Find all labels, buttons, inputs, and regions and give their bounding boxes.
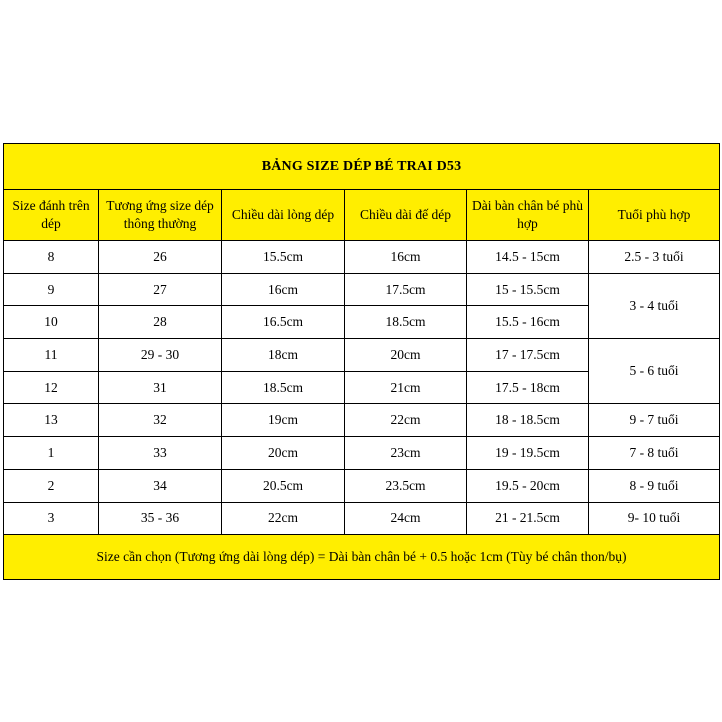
cell-foot-length: 21 - 21.5cm <box>467 502 589 535</box>
cell-sole-length: 24cm <box>345 502 467 535</box>
cell-foot-length: 15.5 - 16cm <box>467 306 589 339</box>
cell-inner-length: 20.5cm <box>222 469 345 502</box>
cell-inner-length: 18cm <box>222 339 345 372</box>
cell-inner-length: 16.5cm <box>222 306 345 339</box>
cell-foot-length: 17 - 17.5cm <box>467 339 589 372</box>
cell-inner-length: 16cm <box>222 273 345 306</box>
cell-age: 7 - 8 tuổi <box>589 437 720 470</box>
table-row <box>4 241 720 274</box>
header-foot-length: Dài bàn chân bé phù hợp <box>467 190 589 241</box>
cell-size: 1 <box>4 437 99 470</box>
cell-age: 9- 10 tuổi <box>589 502 720 535</box>
cell-normal-size: 28 <box>99 306 222 339</box>
table-row <box>4 469 720 502</box>
cell-foot-length: 19.5 - 20cm <box>467 469 589 502</box>
cell-sole-length: 23cm <box>345 437 467 470</box>
table-row <box>4 339 720 372</box>
header-sole-length: Chiều dài đế dép <box>345 190 467 241</box>
cell-normal-size: 32 <box>99 404 222 437</box>
cell-size: 11 <box>4 339 99 372</box>
header-inner-length: Chiều dài lòng dép <box>222 190 345 241</box>
cell-normal-size: 29 - 30 <box>99 339 222 372</box>
cell-sole-length: 21cm <box>345 371 467 404</box>
cell-age: 5 - 6 tuổi <box>589 339 720 404</box>
cell-size: 3 <box>4 502 99 535</box>
cell-foot-length: 14.5 - 15cm <box>467 241 589 274</box>
header-size-marked: Size đánh trên dép <box>4 190 99 241</box>
cell-foot-length: 19 - 19.5cm <box>467 437 589 470</box>
cell-sole-length: 17.5cm <box>345 273 467 306</box>
cell-size: 13 <box>4 404 99 437</box>
cell-size: 8 <box>4 241 99 274</box>
header-row <box>4 190 720 241</box>
cell-normal-size: 33 <box>99 437 222 470</box>
cell-sole-length: 22cm <box>345 404 467 437</box>
cell-foot-length: 17.5 - 18cm <box>467 371 589 404</box>
cell-normal-size: 31 <box>99 371 222 404</box>
cell-normal-size: 27 <box>99 273 222 306</box>
cell-sole-length: 18.5cm <box>345 306 467 339</box>
cell-size: 10 <box>4 306 99 339</box>
cell-normal-size: 26 <box>99 241 222 274</box>
table-row <box>4 437 720 470</box>
table-row <box>4 502 720 535</box>
cell-age: 2.5 - 3 tuổi <box>589 241 720 274</box>
table-title-row <box>4 144 720 190</box>
cell-inner-length: 18.5cm <box>222 371 345 404</box>
cell-inner-length: 15.5cm <box>222 241 345 274</box>
cell-inner-length: 20cm <box>222 437 345 470</box>
header-normal-size: Tương ứng size dép thông thường <box>99 190 222 241</box>
cell-normal-size: 34 <box>99 469 222 502</box>
cell-inner-length: 19cm <box>222 404 345 437</box>
table-row <box>4 404 720 437</box>
cell-size: 12 <box>4 371 99 404</box>
cell-sole-length: 23.5cm <box>345 469 467 502</box>
table-row <box>4 273 720 306</box>
cell-foot-length: 18 - 18.5cm <box>467 404 589 437</box>
header-age: Tuổi phù hợp <box>589 190 720 241</box>
cell-age: 3 - 4 tuổi <box>589 273 720 338</box>
cell-size: 9 <box>4 273 99 306</box>
cell-age: 9 - 7 tuổi <box>589 404 720 437</box>
cell-sole-length: 20cm <box>345 339 467 372</box>
cell-age: 8 - 9 tuổi <box>589 469 720 502</box>
cell-size: 2 <box>4 469 99 502</box>
cell-normal-size: 35 - 36 <box>99 502 222 535</box>
footer-row <box>4 535 720 580</box>
footer-note: Size cần chọn (Tương ứng dài lòng dép) = Dài bàn chân bé + 0.5 hoặc 1cm (Tùy bé chân thon/bụ) <box>4 535 720 580</box>
size-chart-table <box>3 143 720 580</box>
cell-inner-length: 22cm <box>222 502 345 535</box>
cell-foot-length: 15 - 15.5cm <box>467 273 589 306</box>
cell-sole-length: 16cm <box>345 241 467 274</box>
table-title: BẢNG SIZE DÉP BÉ TRAI D53 <box>4 144 720 190</box>
